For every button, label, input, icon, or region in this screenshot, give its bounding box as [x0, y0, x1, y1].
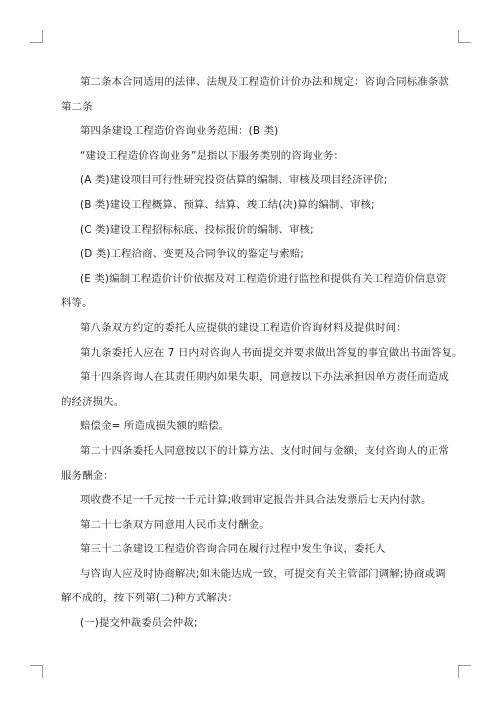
- document-body: [61, 70, 463, 636]
- text-line: 第二十七条双方同意用人民币支付酬金。: [80, 518, 270, 531]
- text-line: 解不成的，按下列第(二)种方式解决：: [61, 592, 239, 605]
- text-line: 第二条本合同适用的法律、法规及工程造价计价办法和规定：咨询合同标准条款: [80, 76, 449, 88]
- crop-mark-top-right: [458, 30, 471, 43]
- text-line: (A 类)建设项目可行性研究投资估算的编制、审核及项目经济评价;: [80, 174, 388, 187]
- text-line: 第三十二条建设工程造价咨询合同在履行过程中发生争议，委托人: [80, 543, 386, 556]
- text-line: 项收费不足一千元按一千元计算;收到审定报告并具合法发票后七天内付款。: [80, 494, 432, 507]
- text-line: 第八条双方约定的委托人应提供的建设工程造价咨询材料及提供时间：: [80, 321, 407, 334]
- text-line: (D 类)工程洽商、变更及合同争议的鉴定与索赔;: [80, 248, 304, 261]
- text-line: 第九条委托人应在 7 日内对咨询人书面提交并要求做出答复的事宜做出书面答复。: [80, 346, 463, 359]
- text-line: 赔偿金= 所造成损失额的赔偿。: [80, 420, 230, 433]
- crop-mark-bottom-right: [458, 665, 471, 678]
- text-line: 第二条: [61, 100, 93, 113]
- text-line: 服务酬金：: [61, 469, 114, 482]
- text-line: 与咨询人应及时协商解决;如未能达成一致，可提交有关主管部门调解;协商或调: [80, 567, 446, 580]
- text-line: 料等。: [61, 297, 93, 310]
- crop-mark-bottom-left: [30, 665, 43, 678]
- crop-mark-top-left: [30, 30, 43, 43]
- text-line: 第十四条咨询人在其责任期内如果失职，同意按以下办法承担因单方责任而造成: [80, 371, 449, 384]
- text-line: (B 类)建设工程概算、预算、结算、竣工结(决)算的编制、审核;: [80, 198, 375, 211]
- text-line: (C 类)建设工程招标标底、投标报价的编制、审核;: [80, 223, 314, 236]
- text-line: 第四条建设工程造价咨询业务范围：(B 类): [80, 125, 279, 138]
- text-line: 第二十四条委托人同意按以下的计算方法、支付时间与金额，支付咨询人的正常: [80, 444, 449, 457]
- text-line: “建设工程造价咨询业务”是指以下服务类别的咨询业务：: [80, 149, 345, 162]
- text-line: (E 类)编制工程造价计价依据及对工程造价进行监控和提供有关工程造价信息资: [80, 272, 447, 285]
- text-line: (一)提交仲裁委员会仲裁;: [80, 617, 198, 630]
- text-line: 的经济损失。: [61, 395, 125, 408]
